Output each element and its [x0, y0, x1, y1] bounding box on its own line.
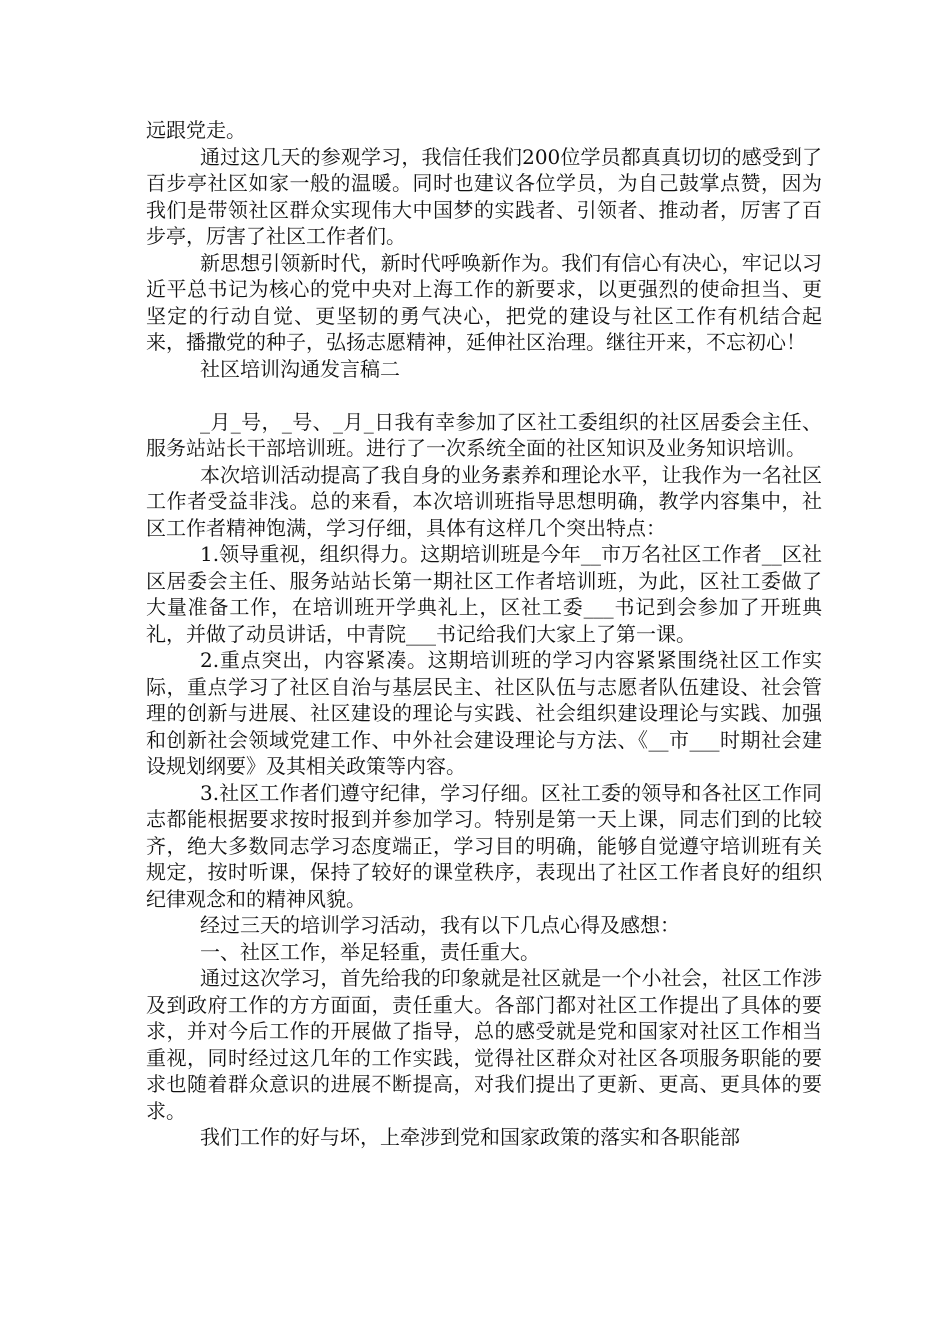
section-heading-speech-two: 社区培训沟通发言稿二: [200, 356, 400, 381]
paragraph-visit-learning: 通过这几天的参观学习，我信任我们200位学员都真真切切的感受到了百步亭社区如家一般的温暖。同时也建议各位学员，为自己鼓掌点赞，因为我们是带领社区群众实现伟大中国梦的实践者、引领者、推动者，厉害了百步亭，厉害了社区工作者们。: [146, 144, 822, 248]
paragraph-point-3: 3.社区工作者们遵守纪律，学习仔细。区社工委的领导和各社区工作同志都能根据要求按时报到并参加学习。特别是第一天上课，同志们到的比较齐，绝大多数同志学习态度端正，学习目的明确，能够自觉遵守培训班有关规定，按时听课，保持了较好的课堂秩序，表现出了社区工作者良好的组织纪律观念和的精神风貌。: [146, 780, 822, 911]
paragraph-continuation: 远跟党走。: [146, 118, 246, 142]
paragraph-point-2: 2.重点突出，内容紧凑。这期培训班的学习内容紧紧围绕社区工作实际，重点学习了社区自治与基层民主、社区队伍与志愿者队伍建设、社会管理的创新与进展、社区建设的理论与实践、社会组织建设理论与实践、加强和创新社会领域党建工作、中外社会建设理论与方法、《__市___时期社会建设规划纲要》及其相关政策等内容。: [146, 648, 822, 778]
paragraph-work-quality: 我们工作的好与坏，上牵涉到党和国家政策的落实和各职能部: [200, 1125, 740, 1149]
paragraph-community-impression: 通过这次学习，首先给我的印象就是社区就是一个小社会，社区工作涉及到政府工作的方方面面，责任重大。各部门都对社区工作提出了具体的要求，并对今后工作的开展做了指导，总的感受就是党和国家对社区工作相当重视，同时经过这几年的工作实践，觉得社区群众对社区各项服务职能的要求也随着群众意识的进展不断提高，对我们提出了更新、更高、更具体的要求。: [146, 966, 822, 1123]
blank-line: [146, 382, 822, 409]
paragraph-reflections-intro: 经过三天的培训学习活动，我有以下几点心得及感想：: [200, 913, 680, 937]
paragraph-new-era: 新思想引领新时代，新时代呼唤新作为。我们有信心有决心，牢记以习近平总书记为核心的党中央对上海工作的新要求，以更强烈的使命担当、更坚定的行动自觉、更坚韧的勇气决心，把党的建设与社区工作有机结合起来，播撒党的种子，弘扬志愿精神，延伸社区治理。继往开来，不忘初心！: [146, 250, 822, 354]
subheading-community-work: 一、社区工作，举足轻重，责任重大。: [200, 939, 540, 964]
document-body: [146, 117, 822, 1151]
paragraph-training-benefits: 本次培训活动提高了我自身的业务素养和理论水平，让我作为一名社区工作者受益非浅。总的来看，本次培训班指导思想明确，教学内容集中，社区工作者精神饱满，学习仔细，具体有这样几个突出特点：: [146, 462, 822, 540]
paragraph-point-1: 1.领导重视，组织得力。这期培训班是今年__市万名社区工作者__区社区居委会主任、服务站站长第一期社区工作者培训班，为此，区社工委做了大量准备工作，在培训班开学典礼上，区社工委___书记到会参加了开班典礼，并做了动员讲话，中青院___书记给我们大家上了第一课。: [146, 542, 822, 646]
paragraph-training-dates: _月_号，_号、_月_日我有幸参加了区社工委组织的社区居委会主任、服务站站长干部培训班。进行了一次系统全面的社区知识及业务知识培训。: [146, 409, 822, 460]
